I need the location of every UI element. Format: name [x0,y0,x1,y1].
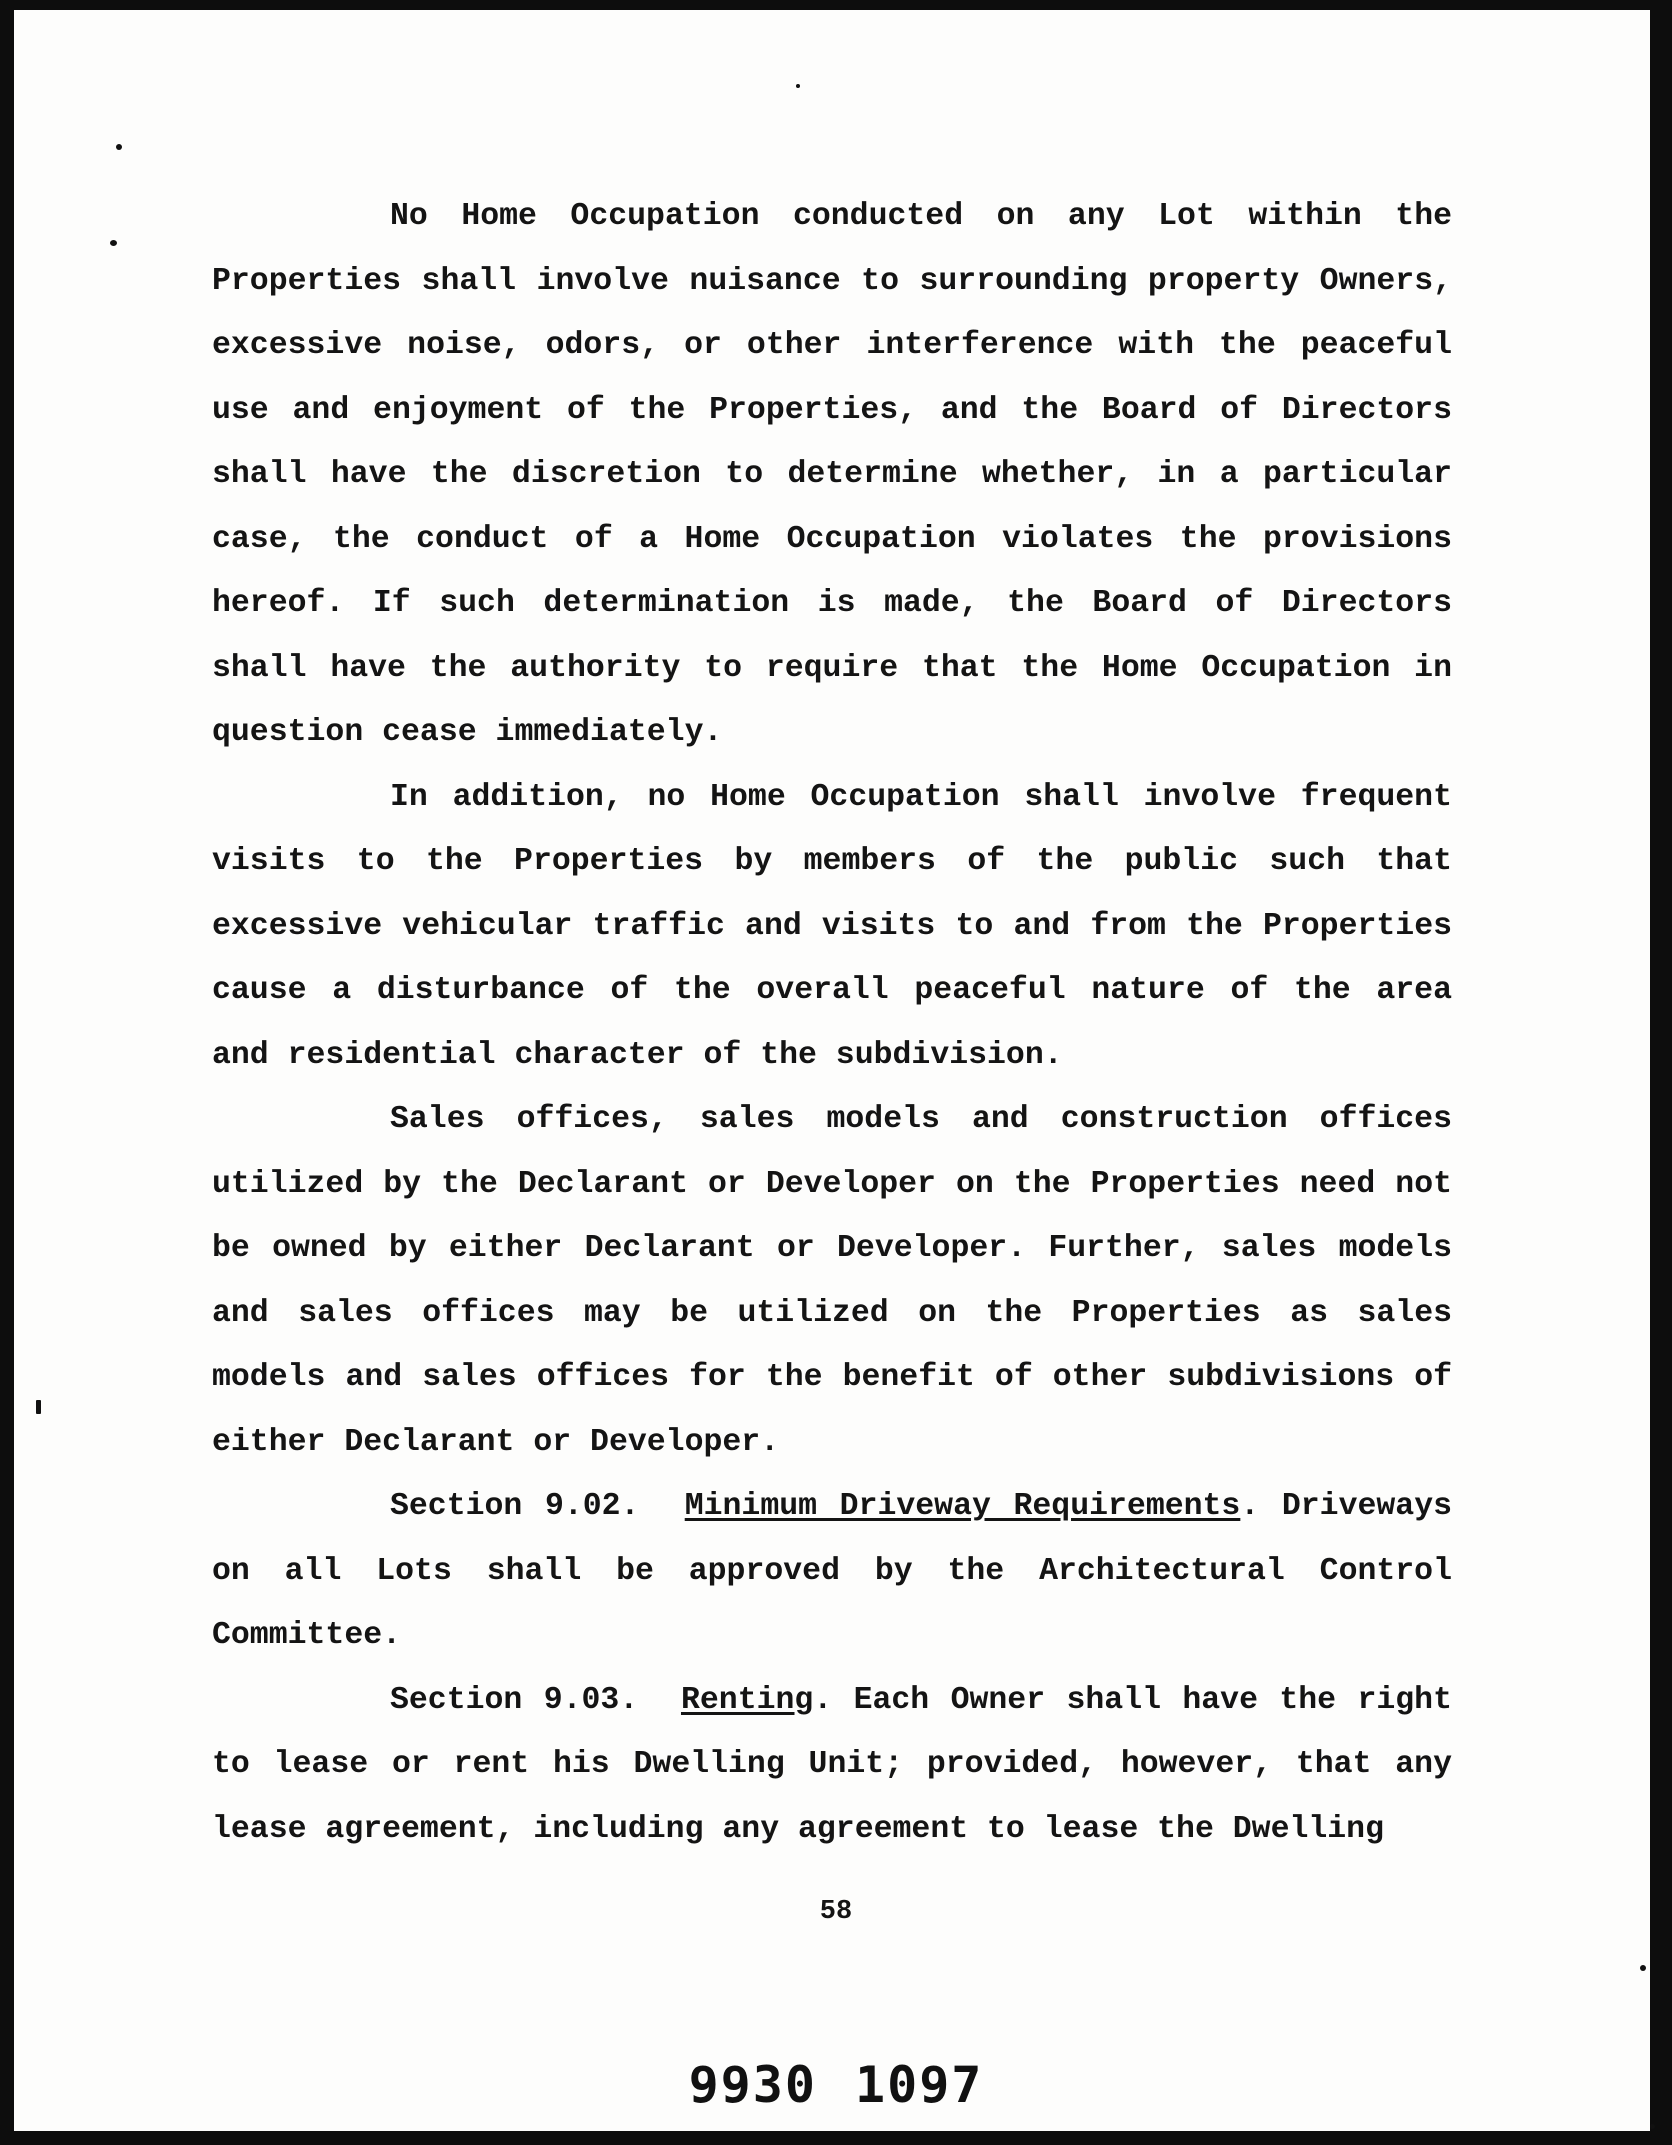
page-number: 58 [819,1897,853,1927]
section-9-03 [212,1669,1452,1863]
section-9-02-heading: Minimum Driveway Requirements [684,1489,1241,1524]
section-9-02-body: . Driveways on all Lots shall be approved by the Architectural Control Committee. [212,1489,1452,1653]
scan-speck [1640,1965,1646,1971]
section-9-02 [212,1475,1452,1669]
section-9-03-heading: Renting [680,1682,814,1718]
scan-speck [796,84,800,88]
scan-speck [116,144,122,150]
paragraph-sales-offices: Sales offices, sales models and construction offices utilized by the Declarant or Developer on the Properties need not be owned by either Declarant or Developer. Further, sales models and sales offices may be utilized on the Properties as sales models and sales offices for the benefit of other subdivisions of either Declarant or Developer. [212,1102,1452,1460]
document-stamp [0,2056,1672,2114]
section-9-03-body: . Each Owner shall have the right to lease or rent his Dwelling Unit; provided, however, that any lease agreement, including any agreement to lease the Dwelling [212,1682,1452,1847]
scan-speck [36,1400,41,1414]
section-9-02-number: Section 9.02. [390,1489,640,1524]
paragraph-frequent-visits: In addition, no Home Occupation shall involve frequent visits to the Properties by members of the public such that excessive vehicular traffic and visits to and from the Properties cause a disturbance of the overall peaceful nature of the area and residential character of the subdivision. [212,779,1452,1073]
scan-speck [1650,2124,1655,2129]
stamp-right-number: 1097 [855,2056,984,2114]
section-9-03-number: Section 9.03. [390,1682,639,1718]
paragraph-home-occupation-nuisance: No Home Occupation conducted on any Lot within the Properties shall involve nuisance to surrounding property Owners, excessive noise, odors, or other interference with the peaceful use and enjoyment of the Properties, and the Board of Directors shall have the discretion to determine whether, in a particular case, the conduct of a Home Occupation violates the provisions hereof. If such determination is made, the Board of Directors shall have the authority to require that the Home Occupation in question cease immediately. [212,199,1452,750]
scan-speck [110,240,117,246]
stamp-left-number: 9930 [688,2056,817,2114]
document-body [212,185,1452,1862]
